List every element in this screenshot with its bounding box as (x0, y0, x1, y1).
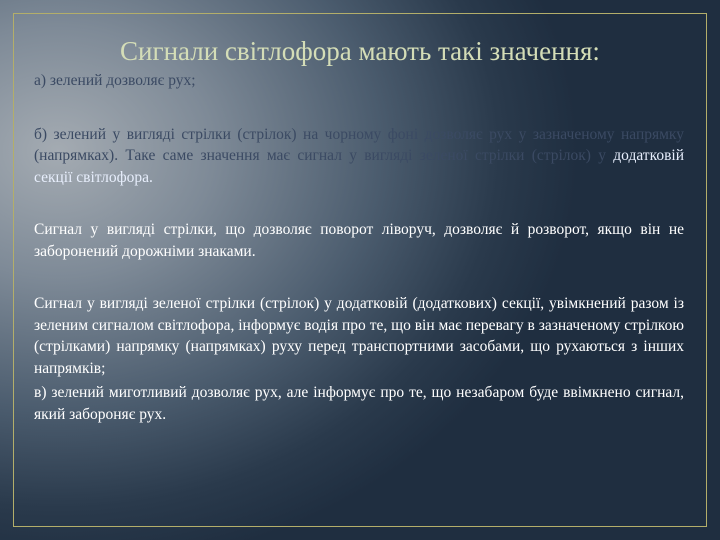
paragraph-b (34, 124, 684, 189)
slide-body (34, 70, 684, 425)
paragraph-d: Сигнал у вигляді зеленої стрілки (стрілок) у додатковій (додаткових) секції, увімкнений разом із зеленим сигналом світлофора, інформує водія про те, що він має перевагу в зазначеному стрілкою (стрілками) напрямку (напрямках) руху перед транспортними засобами, що рухаються з інших напрямків; (34, 295, 684, 377)
paragraph-a: а) зелений дозволяє рух; (34, 72, 196, 89)
paragraph-e: в) зелений миготливий дозволяє рух, але інформує про те, що незабаром буде ввімкнено сигнал, який забороняє рух. (34, 384, 684, 423)
paragraph-c: Сигнал у вигляді стрілки, що дозволяє поворот ліворуч, дозволяє й розворот, якщо він не заборонений дорожніми знаками. (34, 221, 684, 260)
paragraph-b-end: додатковій секції світлофора. (34, 147, 684, 186)
paragraph-b-start: б) зелений у вигляді стрілки (стрілок) на чорному фоні дозволяє рух у зазначеному напрямку (напрямках). Таке саме значення має сигнал у вигляді зеленої стрілки (стрілок) у (34, 125, 684, 164)
slide-title: Сигнали світлофора мають такі значення: (120, 36, 600, 66)
